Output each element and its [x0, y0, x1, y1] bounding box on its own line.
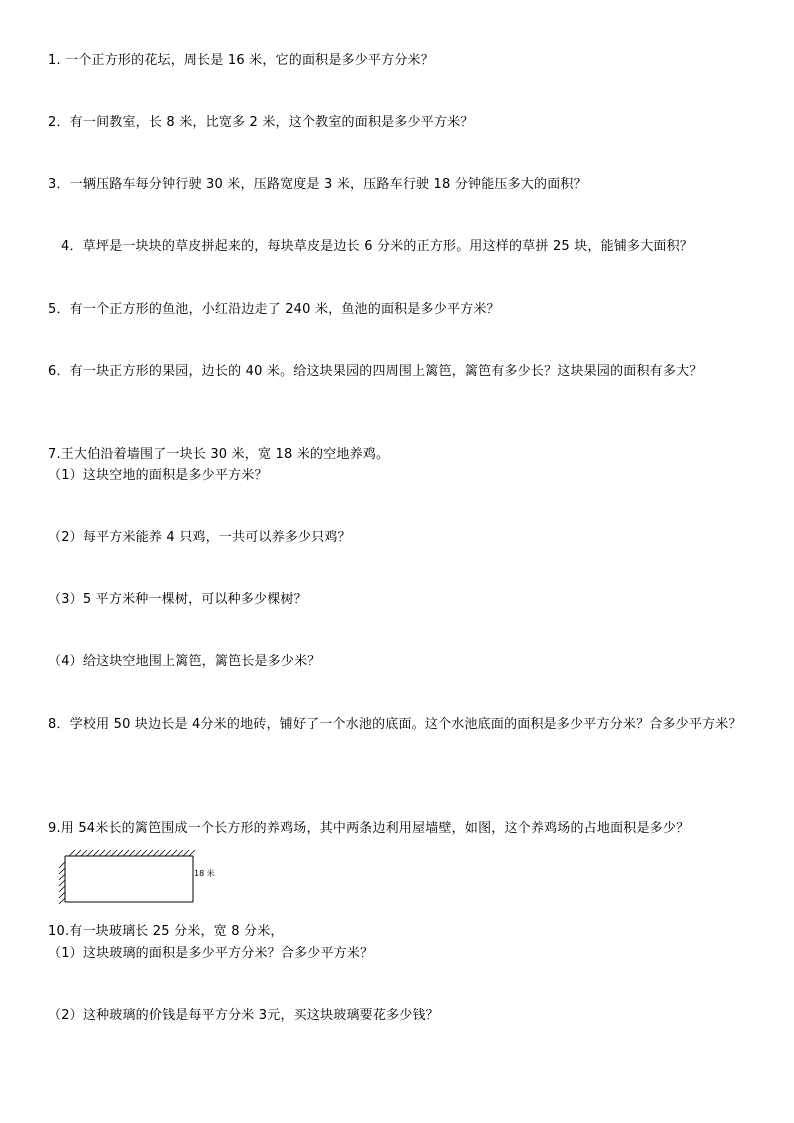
question-7: 7.王大伯沿着墙围了一块长 30 米，宽 18 米的空地养鸡。	[48, 447, 390, 462]
question-7-part-1: （1）这块空地的面积是多少平方米？	[48, 468, 268, 483]
question-10: 10.有一块玻璃长 25 分米，宽 8 分米，	[48, 924, 284, 939]
question-1: 1. 一个正方形的花坛，周长是 16 米，它的面积是多少平方分米？	[48, 53, 434, 68]
diagram-width-label: 18 米	[194, 869, 215, 878]
question-5: 5．有一个正方形的鱼池，小红沿边走了 240 米，鱼池的面积是多少平方米？	[48, 302, 500, 317]
question-2: 2．有一间教室，长 8 米，比宽多 2 米，这个教室的面积是多少平方米？	[48, 115, 474, 130]
question-10-part-1: （1）这块玻璃的面积是多少平方分米？合多少平方米？	[48, 946, 374, 961]
question-9: 9.用 54米长的篱笆围成一个长方形的养鸡场，其中两条边利用屋墙壁，如图，这个养鸡场的占地面积是多少？	[48, 821, 690, 836]
question-10-part-2: （2）这种玻璃的价钱是每平方分米 3元，买这块玻璃要花多少钱？	[48, 1008, 439, 1023]
chicken-farm-diagram	[55, 846, 235, 906]
question-4: 4．草坪是一块块的草皮拼起来的，每块草皮是边长 6 分米的正方形。用这样的草拼 25 块，能铺多大面积？	[61, 239, 694, 254]
question-8: 8．学校用 50 块边长是 4分米的地砖，铺好了一个水池的底面。这个水池底面的面积是多少平方分米？合多少平方米？	[48, 717, 742, 732]
question-7-part-3: （3）5 平方米种一棵树，可以种多少棵树？	[48, 592, 307, 607]
question-7-part-2: （2）每平方米能养 4 只鸡，一共可以养多少只鸡？	[48, 530, 351, 545]
question-7-part-4: （4）给这块空地围上篱笆，篱笆长是多少米？	[48, 654, 321, 669]
question-6: 6．有一块正方形的果园，边长的 40 米。给这块果园的四周围上篱笆，篱笆有多少长？这块果园的面积有多大？	[48, 364, 703, 379]
question-3: 3．一辆压路车每分钟行驶 30 米，压路宽度是 3 米，压路车行驶 18 分钟能压多大的面积？	[48, 177, 587, 192]
